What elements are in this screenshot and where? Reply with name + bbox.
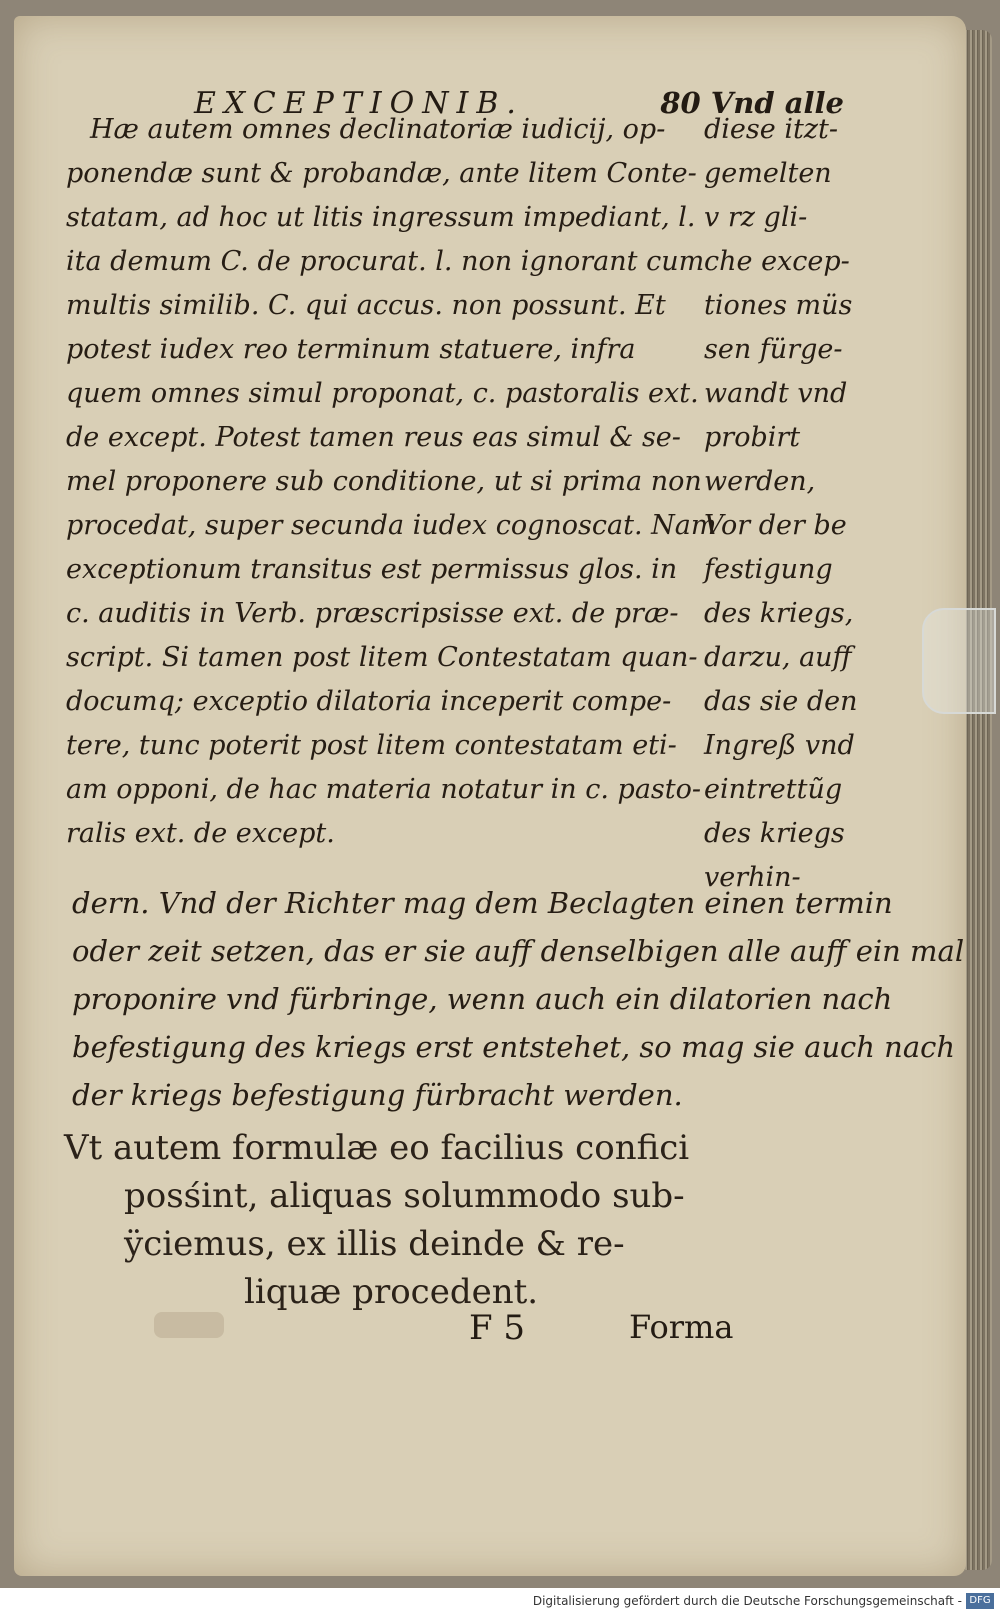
german-line: das sie den — [704, 686, 858, 717]
running-head-title: EXCEPTIONIB. — [194, 86, 524, 121]
german-line: diese itzt- — [704, 114, 838, 145]
latin-line: potest iudex reo terminum statuere, infra — [66, 334, 636, 365]
latin-line: mel proponere sub conditione, ut si prima non — [66, 466, 702, 497]
latin-line: statam, ad hoc ut litis ingressum impediant, l. — [66, 202, 696, 233]
german-line: verhin- — [704, 862, 801, 893]
german-line: sen fürge- — [704, 334, 843, 365]
german-paragraph-line: proponire vnd fürbringe, wenn auch ein dilatorien nach — [72, 982, 893, 1016]
latin-line: quem omnes simul proponat, c. pastoralis ext. — [66, 378, 699, 409]
german-line: Ingreß vnd — [704, 730, 855, 761]
german-line: tiones müs — [704, 290, 853, 321]
german-line: des kriegs, — [704, 598, 854, 629]
latin-line: c. auditis in Verb. præscripsisse ext. de præ- — [66, 598, 679, 629]
german-paragraph-line: befestigung des kriegs erst entstehet, so mag sie auch nach — [72, 1030, 956, 1064]
german-line: probirt — [704, 422, 801, 453]
latin-line: multis similib. C. qui accus. non possunt. Et — [66, 290, 666, 321]
latin-line: ralis ext. de except. — [66, 818, 335, 849]
german-paragraph-line: oder zeit setzen, das er sie auff denselbigen alle auff ein mal — [72, 934, 965, 968]
latin-line: tere, tunc poterit post litem contestatam eti- — [66, 730, 677, 761]
latin-line: documq; exceptio dilatoria inceperit compe- — [66, 686, 672, 717]
roman-paragraph-line: liquæ procedent. — [244, 1272, 539, 1312]
german-paragraph-line: dern. Vnd der Richter mag dem Beclagten einen termin — [72, 886, 893, 920]
latin-line: ponendæ sunt & probandæ, ante litem Conte- — [66, 158, 697, 189]
latin-line: Hæ autem omnes declinatoriæ iudicij, op- — [90, 114, 666, 145]
latin-line: script. Si tamen post litem Contestatam quan- — [66, 642, 698, 673]
german-line: werden, — [704, 466, 816, 497]
roman-paragraph-line: posśint, aliquas solummodo sub- — [124, 1176, 685, 1216]
latin-line: de except. Potest tamen reus eas simul & se- — [66, 422, 681, 453]
latin-line: procedat, super secunda iudex cognoscat. Nam — [66, 510, 717, 541]
german-line: v rz gli- — [704, 202, 808, 233]
latin-line: ita demum C. de procurat. l. non ignorant cum — [66, 246, 705, 277]
german-line: Vor der be — [704, 510, 847, 541]
roman-paragraph-line: Vt autem formulæ eo facilius confici — [64, 1128, 690, 1168]
german-line: des kriegs — [704, 818, 845, 849]
latin-line: am opponi, de hac materia notatur in c. pasto- — [66, 774, 702, 805]
ink-stain — [154, 1312, 224, 1338]
german-line: wandt vnd — [704, 378, 848, 409]
catchword: Forma — [629, 1308, 734, 1346]
german-line: darzu, auff — [704, 642, 852, 673]
german-line: eintrettũg — [704, 774, 843, 805]
german-paragraph-line: der kriegs befestigung fürbracht werden. — [72, 1078, 683, 1112]
dfg-logo: DFG — [966, 1593, 994, 1609]
signature-mark: F 5 — [469, 1308, 526, 1348]
roman-paragraph-line: ÿciemus, ex illis deinde & re- — [124, 1224, 625, 1264]
page-clip — [922, 608, 996, 714]
german-line: festigung — [704, 554, 833, 585]
footer-credit: Digitalisierung gefördert durch die Deutsche Forschungsgemeinschaft - — [532, 1594, 962, 1608]
book-page — [14, 16, 966, 1576]
german-line: che excep- — [704, 246, 850, 277]
running-head-catchword: 80 Vnd alle — [660, 86, 844, 120]
german-line: gemelten — [704, 158, 832, 189]
latin-line: exceptionum transitus est permissus glos. in — [66, 554, 678, 585]
footer-bar — [0, 1588, 1000, 1615]
